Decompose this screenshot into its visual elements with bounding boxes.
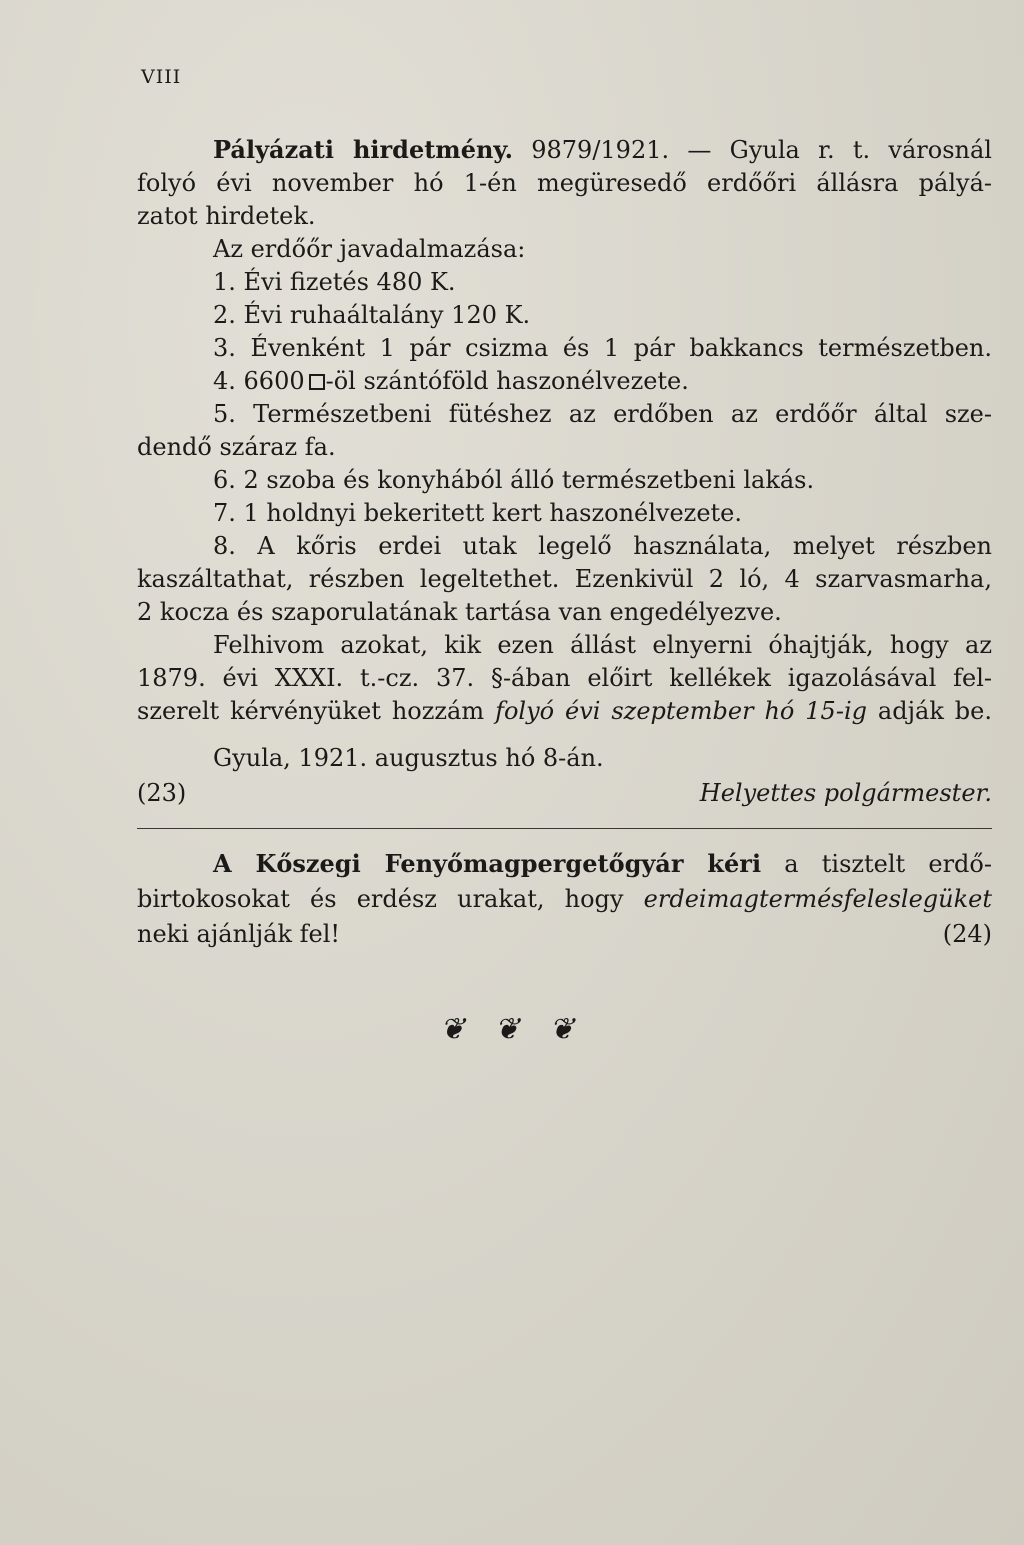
text-line: szerelt kérvényüket hozzám folyó évi szeptember hó 15-ig adják be. [137, 697, 993, 725]
text-line: Felhivom azokat, kik ezen állást elnyerni óhajtják, hogy az [213, 631, 992, 659]
page-number: VIII [141, 66, 182, 88]
list-item: 5. Természetbeni fütéshez az erdőben az erdőőr által sze- [213, 400, 992, 428]
list-item: 7. 1 holdnyi bekeritett kert haszonélvezete. [213, 499, 743, 527]
text-line: dendő száraz fa. [137, 433, 336, 461]
text-line: 2 kocza és szaporulatának tartása van engedélyezve. [137, 598, 782, 626]
date-line: Gyula, 1921. augusztus hó 8-án. [213, 744, 604, 772]
text-line: A Kőszegi Fenyőmagpergetőgyár kéri a tisztelt erdő- [213, 849, 992, 878]
list-item: 3. Évenként 1 pár csizma és 1 pár bakkancs természetben. [213, 334, 992, 362]
square-symbol-icon [309, 374, 325, 390]
list-item: 6. 2 szoba és konyhából álló természetbeni lakás. [213, 466, 815, 494]
reference-number: (23) [137, 779, 187, 807]
text-line: zatot hirdetek. [137, 202, 316, 230]
list-item: 2. Évi ruhaáltalány 120 K. [213, 301, 531, 329]
notice-title: Pályázati hirdetmény. [213, 135, 513, 164]
text-line: birtokosokat és erdész urakat, hogy erdeimagtermésfeleslegüket [137, 885, 992, 913]
company-name: A Kőszegi Fenyőmagpergetőgyár kéri [213, 849, 762, 878]
deadline-text: folyó évi szeptember hó 15-ig [495, 697, 867, 725]
signature-row [137, 778, 992, 808]
signature: Helyettes polgármester. [699, 779, 992, 807]
divider [137, 828, 992, 829]
text-line: folyó évi november hó 1-én megüresedő erdőőri állásra pályá- [137, 169, 992, 197]
reference-number: (24) [942, 920, 992, 948]
text-line: kaszáltathat, részben legeltethet. Ezenkivül 2 ló, 4 szarvasmarha, [137, 565, 992, 593]
ornament-fleurons: ❦ ❦ ❦ [439, 1012, 585, 1047]
list-item: 4. 6600 -öl szántóföld haszonélvezete. [213, 367, 689, 395]
subheading: Az erdőőr javadalmazása: [213, 235, 526, 263]
notice-heading-line: Pályázati hirdetmény. 9879/1921. — Gyula r. t. városnál [213, 135, 992, 164]
list-item: 1. Évi fizetés 480 K. [213, 268, 456, 296]
list-item: 8. A kőris erdei utak legelő használata, melyet részben [213, 532, 992, 560]
text-line: neki ajánlják fel! (24) [137, 920, 992, 948]
text-line: 1879. évi XXXI. t.-cz. 37. §-ában előirt kellékek igazolásával fel- [137, 664, 992, 692]
